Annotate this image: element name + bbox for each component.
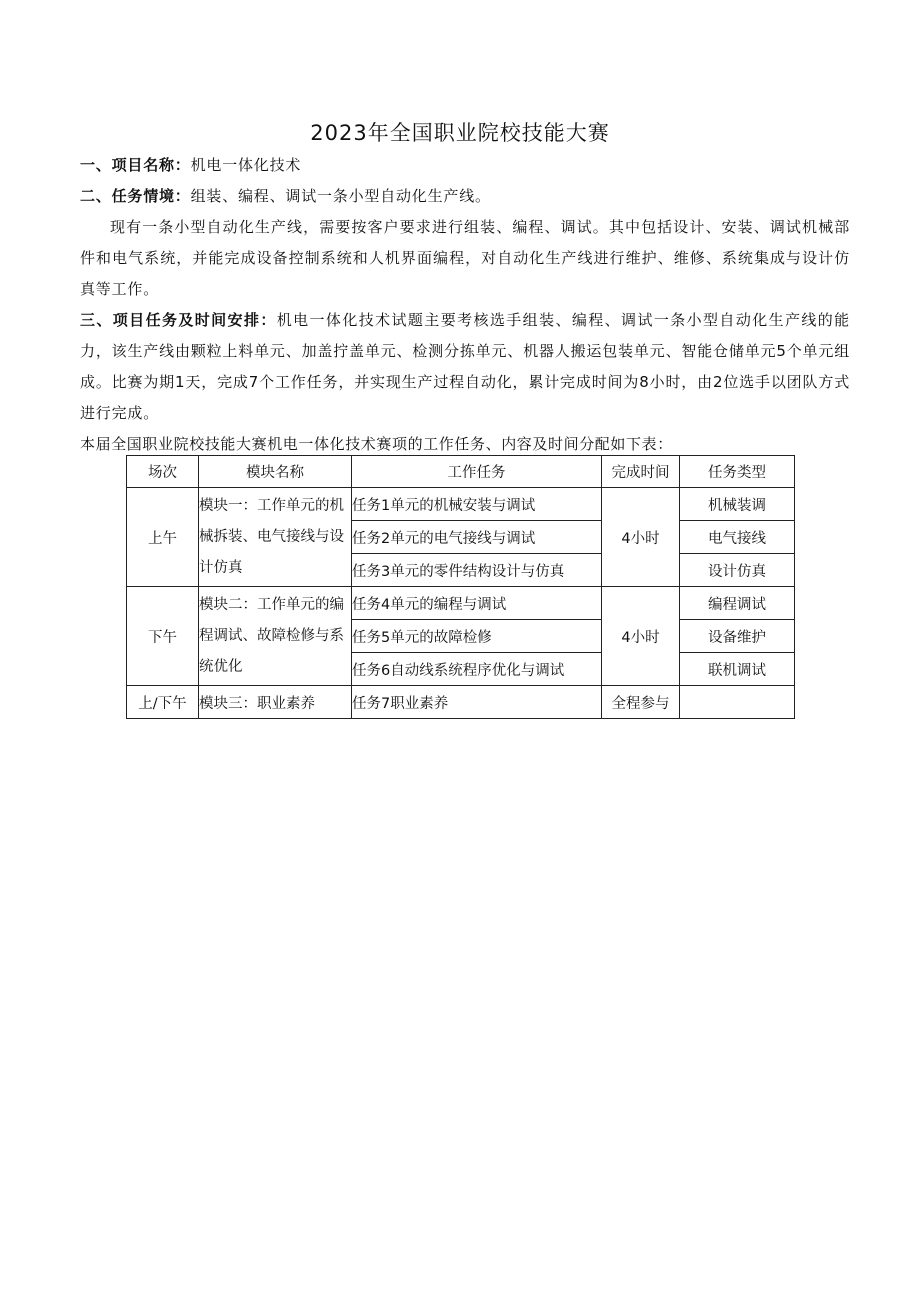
type-cell: 设备维护 — [680, 620, 795, 653]
session-cell: 上午 — [127, 488, 199, 587]
schedule-label: 三、项目任务及时间安排： — [80, 311, 277, 329]
task-scenario-line — [80, 181, 850, 212]
project-name-label: 一、项目名称： — [80, 156, 191, 174]
project-name-value: 机电一体化技术 — [190, 156, 302, 174]
page-title: 2023年全国职业院校技能大赛 — [310, 121, 610, 145]
header-type: 任务类型 — [680, 456, 795, 488]
task-scenario-label: 二、任务情境： — [80, 187, 191, 205]
project-name-line — [80, 150, 850, 181]
task-cell: 任务3单元的零件结构设计与仿真 — [352, 554, 602, 587]
type-cell: 联机调试 — [680, 653, 795, 686]
table-row — [127, 587, 795, 620]
schedule-table — [126, 455, 795, 719]
table-row — [127, 686, 795, 719]
task-cell: 任务6自动线系统程序优化与调试 — [352, 653, 602, 686]
module-cell: 模块一：工作单元的机械拆装、电气接线与设计仿真 — [199, 488, 352, 587]
schedule-paragraph — [80, 305, 850, 429]
time-cell: 4小时 — [602, 488, 680, 587]
session-cell: 下午 — [127, 587, 199, 686]
task-cell: 任务2单元的电气接线与调试 — [352, 521, 602, 554]
type-cell: 电气接线 — [680, 521, 795, 554]
task-scenario-body: 现有一条小型自动化生产线，需要按客户要求进行组装、编程、调试。其中包括设计、安装、调试机械部件和电气系统，并能完成设备控制系统和人机界面编程，对自动化生产线进行维护、维修、系统集成与设计仿真等工作。 — [80, 218, 850, 298]
task-cell: 任务7职业素养 — [352, 686, 602, 719]
time-cell: 4小时 — [602, 587, 680, 686]
header-module: 模块名称 — [199, 456, 352, 488]
header-time: 完成时间 — [602, 456, 680, 488]
type-cell: 编程调试 — [680, 587, 795, 620]
header-task: 工作任务 — [352, 456, 602, 488]
schedule-value: 机电一体化技术试题主要考核选手组装、编程、调试一条小型自动化生产线的能力，该生产线由颗粒上料单元、加盖拧盖单元、检测分拣单元、机器人搬运包装单元、智能仓储单元5个单元组成。比赛为期1天，完成7个工作任务，并实现生产过程自动化，累计完成时间为8小时，由2位选手以团队方式进行完成。 — [80, 311, 850, 422]
module-cell: 模块二：工作单元的编程调试、故障检修与系统优化 — [199, 587, 352, 686]
time-cell: 全程参与 — [602, 686, 680, 719]
table-row — [127, 488, 795, 521]
session-cell: 上/下午 — [127, 686, 199, 719]
type-cell: 设计仿真 — [680, 554, 795, 587]
module-cell: 模块三：职业素养 — [199, 686, 352, 719]
task-cell: 任务5单元的故障检修 — [352, 620, 602, 653]
type-cell — [680, 686, 795, 719]
table-intro: 本届全国职业院校技能大赛机电一体化技术赛项的工作任务、内容及时间分配如下表： — [80, 435, 673, 453]
task-cell: 任务1单元的机械安装与调试 — [352, 488, 602, 521]
task-cell: 任务4单元的编程与调试 — [352, 587, 602, 620]
header-session: 场次 — [127, 456, 199, 488]
type-cell: 机械装调 — [680, 488, 795, 521]
table-header-row — [127, 456, 795, 488]
task-scenario-value: 组装、编程、调试一条小型自动化生产线。 — [190, 187, 491, 205]
